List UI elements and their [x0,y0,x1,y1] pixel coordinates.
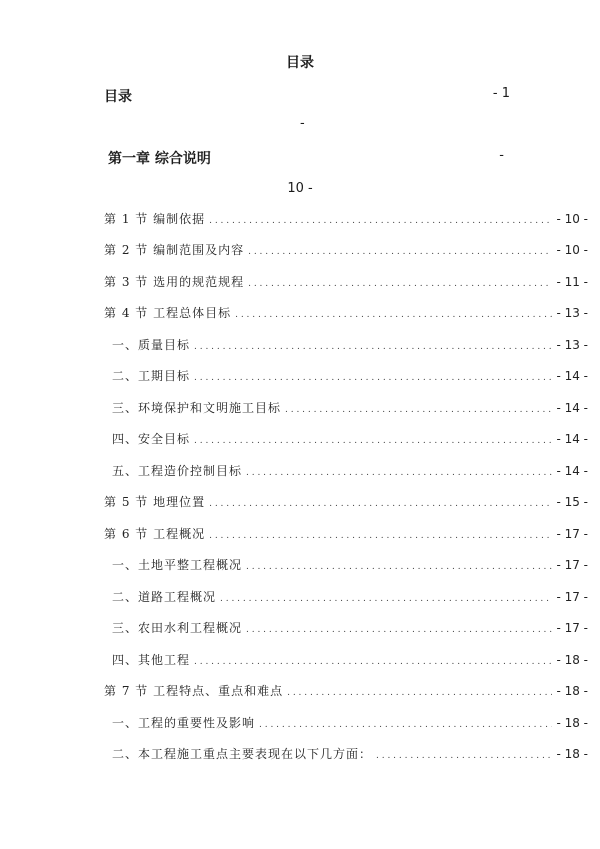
toc-entry-page: - 10 - [556,243,588,257]
toc-entry-page: - 13 - [556,338,588,352]
toc-main-entry[interactable] [104,86,514,106]
toc-subentry[interactable] [112,399,588,419]
chapter-page-continuation: 10 - [287,181,313,196]
toc-entry-page: - 14 - [556,464,588,478]
toc-entry-label: 一、工程的重要性及影响 [112,716,256,730]
toc-entry-label: 三、环境保护和文明施工目标 [112,401,282,415]
dot-leader [259,716,552,730]
toc-entry-label: 二、道路工程概况 [112,590,217,604]
dot-leader [248,275,552,289]
dot-leader [246,464,552,478]
toc-entry[interactable] [104,241,588,261]
dot-leader [285,401,552,415]
toc-entry-label: 四、其他工程 [112,653,191,667]
chapter-label: 第一章 综合说明 [108,151,211,167]
toc-entry[interactable] [104,210,588,230]
toc-entry-label: 第 2 节 编制范围及内容 [104,243,245,257]
dot-leader [220,590,552,604]
toc-entry-page: - 11 - [556,275,588,289]
dot-leader [194,369,552,383]
dot-leader [246,558,552,572]
toc-subentry[interactable] [112,714,588,734]
toc-entry-label: 二、工期目标 [112,369,191,383]
dot-leader [287,684,552,698]
dot-leader [246,621,552,635]
toc-subentry[interactable] [112,462,588,482]
toc-entry-page: - 15 - [556,495,588,509]
dot-leader [209,212,552,226]
toc-main-label: 目录 [104,89,132,105]
dot-leader [209,495,552,509]
toc-entry-page: - 18 - [556,653,588,667]
toc-entry-label: 第 6 节 工程概况 [104,527,206,541]
toc-entry-page: - 17 - [556,621,588,635]
toc-entry-page: - 14 - [556,432,588,446]
toc-entry-label: 第 7 节 工程特点、重点和难点 [104,684,284,698]
dot-leader [194,653,552,667]
toc-entry-page: - 17 - [556,590,588,604]
toc-entry-page: - 13 - [556,306,588,320]
toc-main-page: - 1 [492,86,510,101]
dot-leader [235,306,552,320]
toc-entry[interactable] [104,682,588,702]
toc-entry-page: - 18 - [556,747,588,761]
chapter-page: - [499,148,504,163]
toc-entry-page: - 18 - [556,716,588,730]
toc-chapter-entry[interactable] [108,148,508,168]
toc-subentry[interactable] [112,336,588,356]
toc-entry-label: 三、农田水利工程概况 [112,621,243,635]
toc-entry-page: - 17 - [556,527,588,541]
toc-entry[interactable] [104,304,588,324]
dot-leader [376,747,552,761]
toc-main-page-continuation: - [300,116,305,131]
toc-entry-page: - 14 - [556,401,588,415]
toc-entry-label: 一、土地平整工程概况 [112,558,243,572]
toc-entry-page: - 18 - [556,684,588,698]
toc-entry[interactable] [104,493,588,513]
toc-entry-page: - 14 - [556,369,588,383]
toc-entry-label: 二、本工程施工重点主要表现在以下几方面： [112,747,373,761]
dot-leader [194,338,552,352]
toc-subentry[interactable] [112,556,588,576]
toc-subentry[interactable] [112,367,588,387]
toc-entry-label: 第 1 节 编制依据 [104,212,206,226]
toc-entry-label: 第 4 节 工程总体目标 [104,306,232,320]
toc-subentry[interactable] [112,651,588,671]
page-title: 目录 [286,55,314,71]
toc-entry-label: 第 3 节 选用的规范规程 [104,275,245,289]
dot-leader [209,527,552,541]
toc-subentry[interactable] [112,745,588,765]
toc-entry-page: - 10 - [556,212,588,226]
toc-entry[interactable] [104,525,588,545]
toc-subentry[interactable] [112,619,588,639]
toc-entry-label: 四、安全目标 [112,432,191,446]
toc-entry-page: - 17 - [556,558,588,572]
toc-entry-label: 五、工程造价控制目标 [112,464,243,478]
toc-entry-label: 一、质量目标 [112,338,191,352]
toc-entry-label: 第 5 节 地理位置 [104,495,206,509]
toc-subentry[interactable] [112,430,588,450]
toc-subentry[interactable] [112,588,588,608]
toc-entry[interactable] [104,273,588,293]
dot-leader [194,432,552,446]
dot-leader [248,243,552,257]
